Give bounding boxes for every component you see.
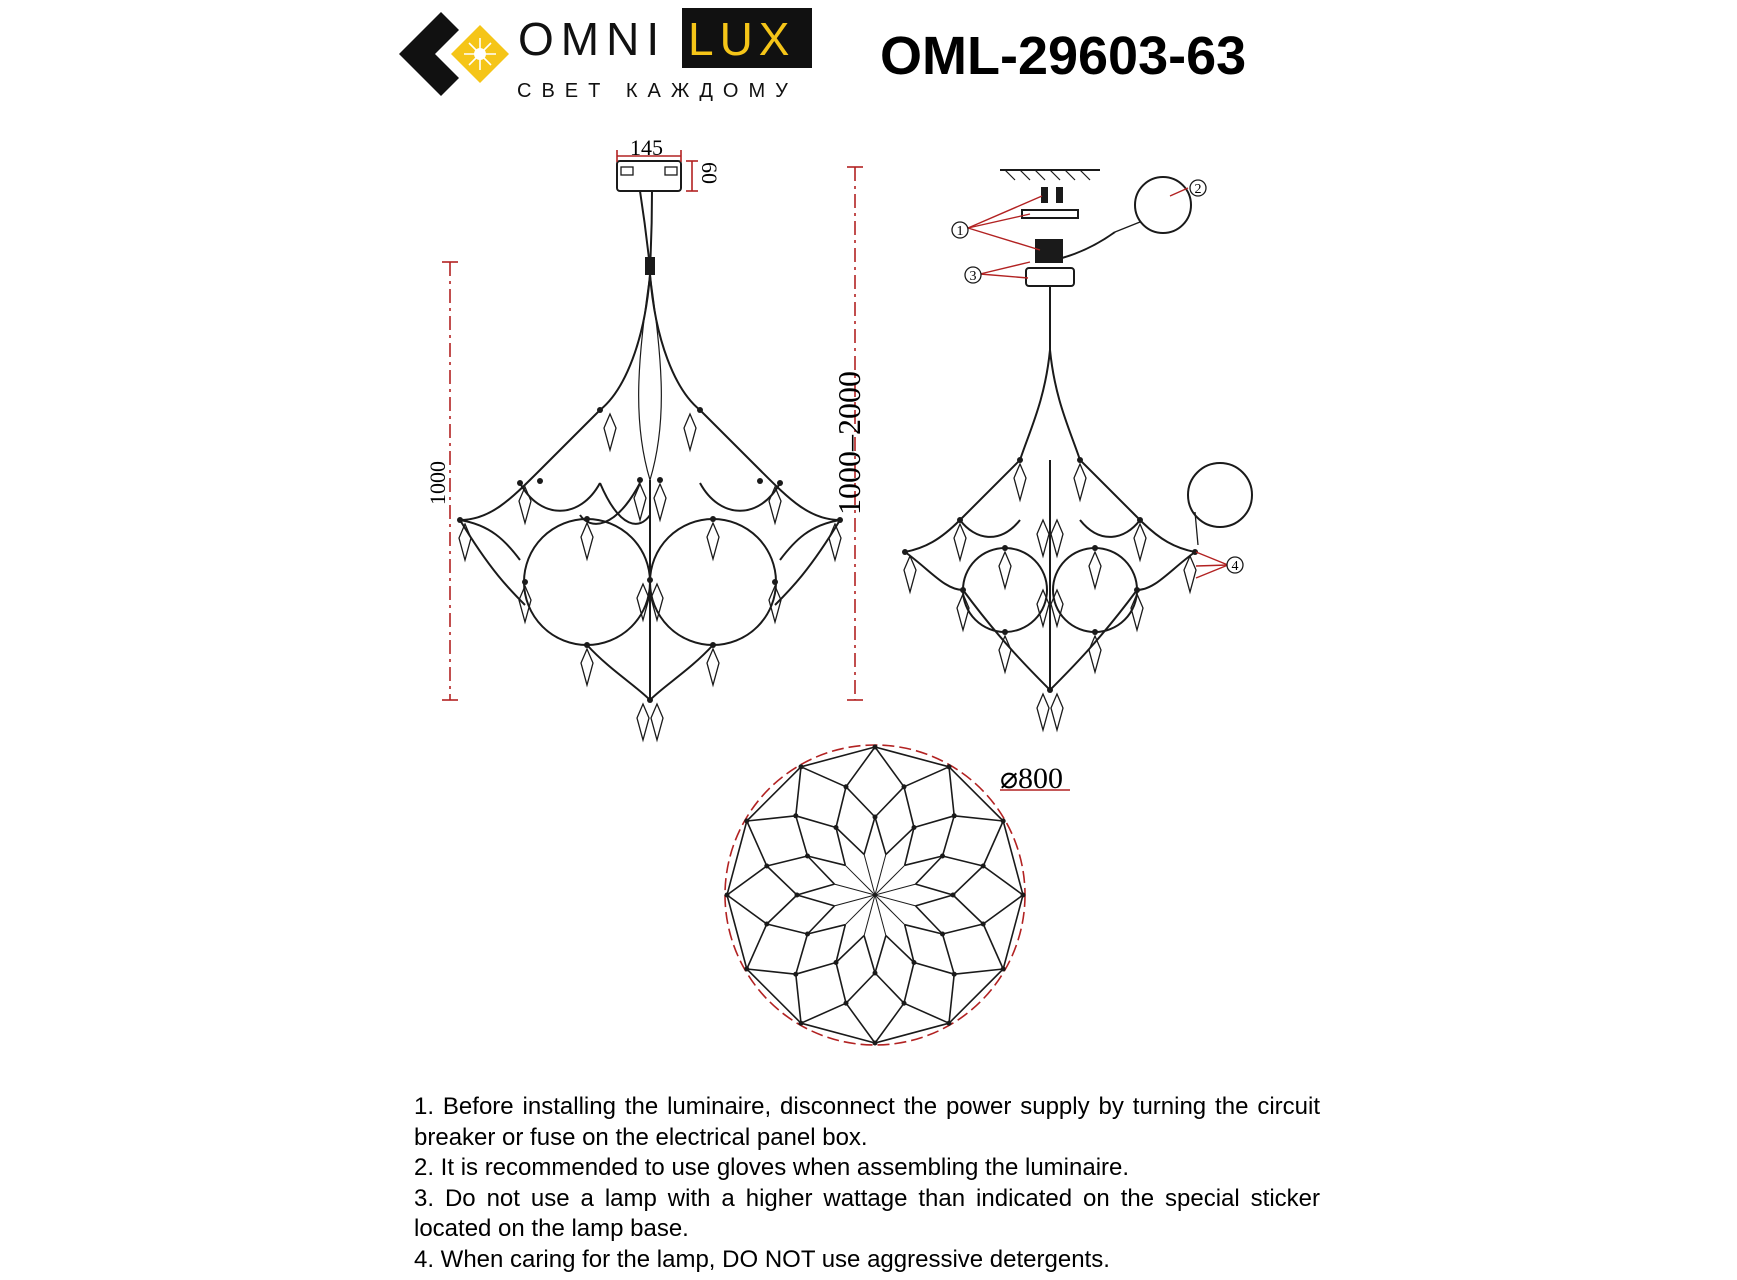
top-view-bead — [793, 813, 798, 818]
top-view-frame-line — [846, 787, 875, 817]
top-view-frame-line — [875, 936, 886, 973]
top-view-frame-line — [747, 924, 767, 969]
top-view-frame-line — [875, 747, 949, 767]
top-view-frame-line — [808, 925, 846, 934]
top-view-frame-line — [953, 895, 983, 924]
dim-canopy-height: 60 — [697, 162, 722, 184]
callout-leaders — [968, 188, 1228, 578]
top-view-bead — [799, 764, 804, 769]
top-view-frame-line — [905, 828, 914, 866]
note-2: 2. It is recommended to use gloves when assembling the luminaire. — [414, 1154, 1130, 1181]
top-view-frame-line — [904, 963, 914, 1004]
top-view-frame-line — [864, 936, 875, 973]
top-view-frame-line — [747, 767, 801, 821]
top-view-bead — [805, 932, 810, 937]
top-view-frame-line — [949, 974, 954, 1023]
top-view-frame-line — [904, 787, 914, 828]
top-view-frame-line — [836, 828, 845, 866]
top-view-frame-line — [904, 1003, 949, 1023]
top-view-bead — [795, 893, 800, 898]
top-view-bead — [947, 764, 952, 769]
top-view-bead — [799, 1021, 804, 1026]
top-view-frame-line — [916, 884, 953, 895]
note-3: 3. Do not use a lamp with a higher wattage than indicated on the special sticker located on the lamp base. — [414, 1184, 1320, 1242]
top-view-frame-line — [914, 816, 954, 828]
top-view-bead — [952, 813, 957, 818]
top-view-bead — [1001, 819, 1006, 824]
top-view-frame-line — [808, 906, 835, 934]
top-view-frame-line — [983, 924, 1003, 969]
top-view-frame-line — [864, 817, 875, 854]
top-view-frame-line — [916, 856, 943, 884]
top-view-frame-line — [954, 969, 1003, 974]
installation-notes — [414, 1092, 1320, 1275]
top-view-bead — [902, 784, 907, 789]
top-view-frame-line — [727, 821, 747, 895]
technical-drawing — [0, 110, 1737, 1070]
top-view-frame-line — [943, 856, 984, 866]
note-1: 1. Before installing the luminaire, disconnect the power supply by turning the circuit breaker or fuse on the electrical panel box. — [414, 1093, 1320, 1151]
top-view-frame-line — [836, 963, 846, 1004]
top-view-bead — [912, 960, 917, 965]
top-view-frame-line — [767, 856, 808, 866]
callout-1: 1 — [956, 224, 964, 239]
dim-diameter: ⌀800 — [1000, 762, 1064, 795]
callout-2: 2 — [1194, 182, 1202, 197]
top-view-bead — [947, 1021, 952, 1026]
top-view-bead — [844, 784, 849, 789]
top-view-frame-line — [747, 816, 796, 821]
top-view-bead — [952, 972, 957, 977]
top-view-bead — [873, 1041, 878, 1046]
top-view-bead — [1001, 967, 1006, 972]
top-view-bead — [764, 864, 769, 869]
top-view-frame-line — [767, 895, 797, 924]
top-view-frame-line — [949, 767, 954, 816]
top-view-frame-line — [767, 866, 797, 895]
top-view-bead — [940, 932, 945, 937]
top-view-frame-line — [954, 816, 1003, 821]
top-view-frame-line — [875, 787, 904, 817]
top-view-frame-line — [943, 816, 955, 856]
brand-tagline: СВЕТ КАЖДОМУ — [517, 80, 798, 102]
top-view-frame-line — [797, 895, 834, 906]
top-view-frame-line — [747, 969, 796, 974]
top-view-frame-line — [875, 973, 904, 1003]
top-view-frame-line — [983, 821, 1003, 866]
top-view-frame-line — [905, 856, 943, 865]
top-view-frame-line — [916, 895, 953, 906]
top-view-bead — [844, 1001, 849, 1006]
top-view-frame-line — [949, 969, 1003, 1023]
top-view-frame-line — [796, 934, 808, 974]
top-view-bead — [902, 1001, 907, 1006]
top-view-bead — [912, 825, 917, 830]
callout-4: 4 — [1231, 559, 1239, 574]
top-view-frame-line — [808, 856, 835, 884]
note-4: 4. When caring for the lamp, DO NOT use aggressive detergents. — [414, 1245, 1110, 1273]
top-view-bead — [744, 819, 749, 824]
top-view-frame-line — [943, 934, 955, 974]
top-view-bead — [940, 854, 945, 859]
top-view-bead — [744, 967, 749, 972]
top-view-frame-line — [796, 767, 801, 816]
top-view-frame-line — [905, 925, 914, 963]
top-view-frame-line — [801, 767, 846, 787]
top-view-frame-line — [808, 856, 846, 865]
top-view-frame-line — [836, 828, 864, 855]
top-view-bead — [793, 972, 798, 977]
top-view-bead — [951, 893, 956, 898]
side-view — [902, 170, 1252, 730]
top-view-frame-line — [943, 924, 984, 934]
dimension-lines — [442, 150, 863, 700]
model-number: OML-29603-63 — [880, 26, 1247, 86]
top-view-frame-line — [836, 936, 864, 963]
top-view-frame-line — [796, 816, 836, 828]
top-view-bead — [834, 825, 839, 830]
top-view-bead — [725, 893, 730, 898]
callout-3: 3 — [969, 269, 977, 284]
brand-name-lux: LUX — [688, 13, 796, 65]
top-view-bead — [873, 971, 878, 976]
top-view-frame-line — [836, 787, 846, 828]
top-view-frame-line — [904, 767, 949, 787]
top-view-frame-line — [886, 936, 914, 963]
top-view — [725, 745, 1026, 1046]
top-view-frame-line — [875, 817, 886, 854]
top-view-frame-line — [949, 767, 1003, 821]
top-view-frame-line — [836, 925, 845, 963]
top-view-frame-line — [747, 969, 801, 1023]
top-view-frame-line — [796, 974, 801, 1023]
top-view-bead — [981, 864, 986, 869]
dim-total-height: 1000–2000 — [831, 371, 867, 515]
top-view-frame-line — [796, 816, 808, 856]
top-view-frame-line — [767, 924, 808, 934]
callout-markers — [952, 180, 1243, 574]
top-view-frame-line — [747, 821, 767, 866]
top-view-frame-line — [905, 925, 943, 934]
dim-canopy-width: 145 — [630, 135, 663, 160]
top-view-bead — [981, 922, 986, 927]
top-view-frame-line — [801, 1003, 846, 1023]
top-view-bead — [805, 854, 810, 859]
top-view-frame-line — [953, 866, 983, 895]
front-view — [457, 161, 843, 740]
dim-body-height: 1000 — [425, 461, 450, 505]
top-view-frame-line — [797, 884, 834, 895]
top-view-bead — [1021, 893, 1026, 898]
top-view-bead — [834, 960, 839, 965]
top-view-frame-line — [886, 828, 914, 855]
top-view-frame-line — [796, 963, 836, 975]
top-view-frame-line — [846, 973, 875, 1003]
top-view-frame-line — [914, 963, 954, 975]
brand-name-omni: OMNI — [518, 13, 667, 65]
top-view-bead — [764, 922, 769, 927]
top-view-frame-line — [916, 906, 943, 934]
